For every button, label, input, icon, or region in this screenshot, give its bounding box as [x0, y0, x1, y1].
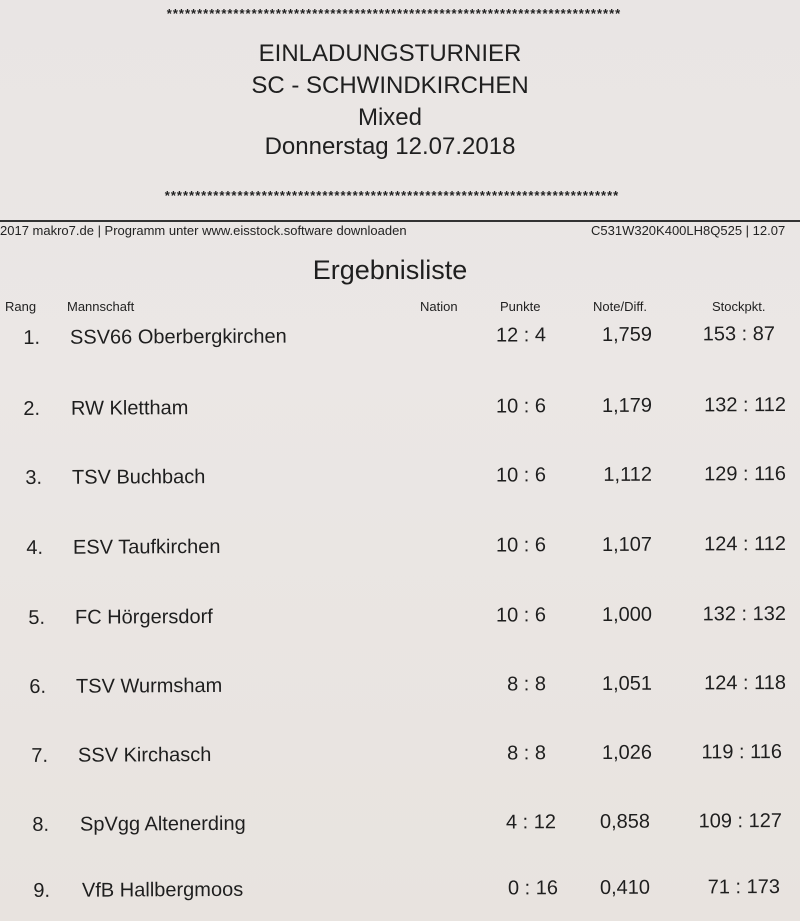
stock-points: 124 : 112 — [703, 532, 787, 556]
rank: 6. — [29, 675, 47, 698]
team-name: VfB Hallbergmoos — [81, 878, 244, 902]
column-header-nation: Nation — [420, 299, 458, 314]
quotient: 1,179 — [601, 394, 653, 417]
table-row — [0, 603, 800, 637]
category: Mixed — [357, 104, 423, 131]
rank: 5. — [28, 606, 46, 629]
table-row — [0, 741, 800, 775]
stock-points: 119 : 116 — [701, 741, 783, 764]
points: 10 : 6 — [495, 395, 547, 418]
team-name: TSV Buchbach — [71, 466, 206, 489]
table-row — [0, 463, 800, 497]
points: 8 : 8 — [506, 673, 547, 696]
column-header-punkte: Punkte — [500, 299, 541, 314]
stock-points: 132 : 112 — [703, 393, 787, 417]
column-header-stockpunkte: Stockpkt. — [712, 299, 766, 314]
rank: 2. — [23, 397, 41, 420]
quotient: 0,410 — [599, 876, 651, 899]
team-name: SSV66 Oberbergkirchen — [69, 325, 287, 349]
club-name: SC - SCHWINDKIRCHEN — [251, 72, 529, 99]
quotient: 1,112 — [603, 463, 653, 486]
stock-points: 153 : 87 — [702, 323, 776, 346]
points: 4 : 12 — [505, 811, 557, 834]
horizontal-rule — [0, 220, 800, 222]
column-header-mannschaft: Mannschaft — [67, 299, 135, 314]
stock-points: 71 : 173 — [707, 876, 781, 899]
rank: 8. — [32, 813, 50, 836]
stock-points: 132 : 132 — [702, 602, 787, 626]
rank: 9. — [33, 879, 51, 902]
software-credit: 2017 makro7.de | Programm unter www.eisstock.software downloaden — [0, 223, 407, 238]
rank: 7. — [31, 744, 49, 767]
column-header-rang: Rang — [5, 299, 37, 314]
team-name: ESV Taufkirchen — [72, 535, 221, 559]
results-heading: Ergebnisliste — [312, 255, 468, 285]
points: 10 : 6 — [495, 464, 547, 487]
points: 8 : 8 — [506, 742, 547, 765]
quotient: 1,000 — [601, 603, 653, 626]
rank: 1. — [23, 326, 41, 349]
rank: 3. — [25, 466, 43, 489]
table-row — [0, 672, 800, 706]
tournament-title: EINLADUNGSTURNIER — [258, 40, 522, 67]
team-name: FC Hörgersdorf — [74, 605, 213, 629]
table-row — [0, 533, 800, 567]
team-name: SpVgg Altenerding — [79, 812, 246, 836]
quotient: 1,107 — [601, 533, 653, 556]
stock-points: 124 : 118 — [703, 671, 787, 695]
table-row — [0, 323, 800, 357]
stock-points: 129 : 116 — [703, 462, 787, 486]
table-row — [0, 394, 800, 428]
team-name: RW Klettham — [70, 397, 189, 420]
points: 10 : 6 — [495, 534, 547, 557]
document-code: C531W320K400LH8Q525 | 12.07 — [591, 223, 786, 238]
event-date: Donnerstag 12.07.2018 — [264, 133, 516, 160]
quotient: 1,051 — [601, 672, 653, 695]
quotient: 1,759 — [601, 323, 653, 346]
table-row — [0, 810, 800, 844]
points: 12 : 4 — [495, 324, 547, 347]
star-divider-bottom: *************************************************************************** — [164, 188, 620, 203]
star-divider-top: *************************************************************************** — [166, 6, 622, 21]
team-name: TSV Wurmsham — [75, 674, 223, 698]
points: 0 : 16 — [507, 877, 559, 900]
column-header-note: Note/Diff. — [593, 299, 647, 314]
team-name: SSV Kirchasch — [77, 743, 212, 767]
points: 10 : 6 — [495, 604, 547, 627]
quotient: 0,858 — [599, 810, 651, 833]
rank: 4. — [26, 536, 44, 559]
quotient: 1,026 — [601, 741, 653, 764]
stock-points: 109 : 127 — [698, 810, 783, 833]
table-row — [0, 876, 800, 910]
